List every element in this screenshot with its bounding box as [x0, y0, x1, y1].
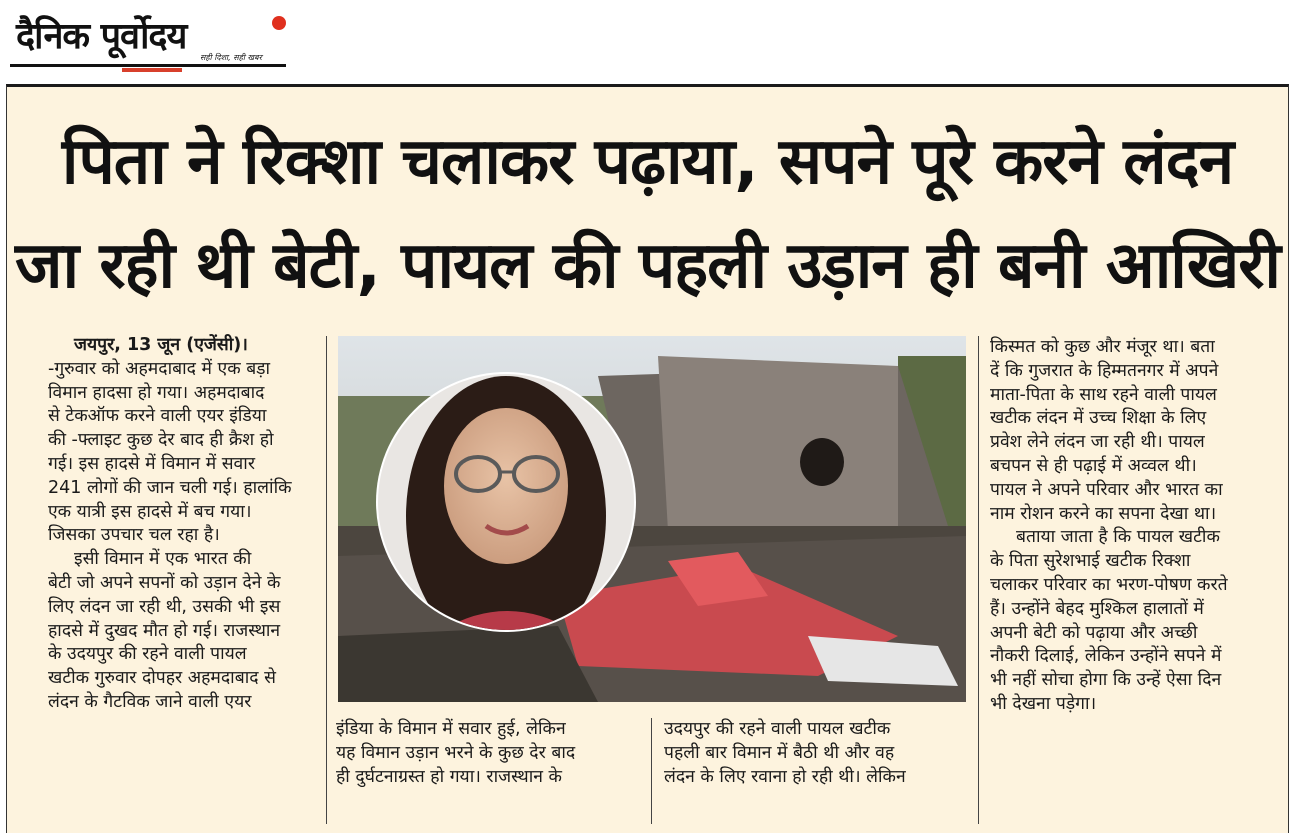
masthead-tagline: सही दिशा, सही खबर [200, 53, 262, 62]
text-line: यह विमान उड़ान भरने के कुछ देर बाद [336, 742, 576, 763]
article-column-4 [990, 336, 1280, 717]
text-line: पायल ने अपने परिवार और भारत का [990, 479, 1223, 500]
text-line: ही दुर्घटनाग्रस्त हो गया। राजस्थान के [336, 766, 562, 787]
text-line: खटीक लंदन में उच्च शिक्षा के लिए [990, 408, 1207, 429]
text-line: प्रवेश लेने लंदन जा रही थी। पायल [990, 432, 1205, 453]
text-line: माता-पिता के साथ रहने वाली पायल [990, 384, 1217, 405]
column-divider [978, 336, 979, 824]
dateline: जयपुर, 13 जून (एजेंसी)। [74, 335, 248, 355]
text-line: इंडिया के विमान में सवार हुई, लेकिन [336, 719, 566, 739]
headline-line-1: पिता ने रिक्शा चलाकर पढ़ाया, सपने पूरे करने लंदन [61, 125, 1234, 199]
headline-line-2: जा रही थी बेटी, पायल की पहली उड़ान ही बनी आखिरी [15, 229, 1280, 303]
text-line: हैं। उन्होंने बेहद मुश्किल हालातों में [990, 598, 1204, 619]
text-line: एक यात्री इस हादसे में बच गया। [48, 501, 252, 522]
text-line: लिए लंदन जा रही थी, उसकी भी इस [48, 596, 281, 617]
masthead [10, 6, 290, 76]
text-line: की -फ्लाइट कुछ देर बाद ही क्रैश हो [48, 430, 274, 451]
text-line: चलाकर परिवार का भरण-पोषण करते [990, 574, 1228, 595]
text-line: हादसे में दुखद मौत हो गई। राजस्थान [48, 620, 281, 641]
article-column-3 [664, 718, 968, 789]
crash-site-photo [338, 336, 966, 702]
column-divider [326, 336, 327, 824]
text-line: नौकरी दिलाई, लेकिन उन्होंने सपने में [990, 646, 1222, 667]
text-line: भी देखना पड़ेगा। [990, 693, 1097, 714]
text-line: लंदन के लिए रवाना हो रही थी। लेकिन [664, 766, 906, 787]
text-line: खटीक गुरुवार दोपहर अहमदाबाद से [48, 668, 276, 689]
text-line: बताया जाता है कि पायल खटीक [1016, 527, 1220, 548]
article-column-2 [336, 718, 641, 789]
text-line: किस्मत को कुछ और मंजूर था। बता [990, 337, 1215, 357]
text-line: दें कि गुजरात के हिम्मतनगर में अपने [990, 360, 1219, 381]
text-line: बचपन से ही पढ़ाई में अव्वल थी। [990, 455, 1197, 476]
text-line: लंदन के गैटविक जाने वाली एयर [48, 691, 252, 712]
photo-illustration [338, 336, 966, 702]
text-line: उदयपुर की रहने वाली पायल खटीक [664, 719, 891, 739]
masthead-accent-bar [122, 68, 182, 72]
article-column-1 [48, 334, 318, 715]
text-line: के उदयपुर की रहने वाली पायल [48, 644, 247, 665]
text-line: से टेकऑफ करने वाली एयर इंडिया [48, 406, 267, 427]
text-line: पहली बार विमान में बैठी थी और वह [664, 742, 895, 763]
text-line: गई। इस हादसे में विमान में सवार [48, 453, 255, 474]
text-line: जिसका उपचार चल रहा है। [48, 525, 220, 546]
text-line: भी नहीं सोचा होगा कि उन्हें ऐसा दिन [990, 670, 1222, 691]
newspaper-logo: दैनिक पूर्वोदय [16, 16, 187, 57]
text-line: विमान हादसा हो गया। अहमदाबाद [48, 382, 265, 403]
paragraph-1 [48, 358, 318, 548]
text-line: -गुरुवार को अहमदाबाद में एक बड़ा [48, 358, 271, 379]
logo-dot [272, 16, 286, 30]
text-line: नाम रोशन करने का सपना देखा था। [990, 503, 1217, 524]
paragraph-3 [990, 336, 1280, 526]
text-line: इसी विमान में एक भारत की [74, 549, 252, 570]
text-line: के पिता सुरेशभाई खटीक रिक्शा [990, 551, 1191, 572]
masthead-rule [10, 64, 286, 67]
text-line: बेटी जो अपने सपनों को उड़ान देने के [48, 572, 281, 593]
column-divider [651, 718, 652, 824]
paragraph-2 [48, 548, 318, 715]
text-line: अपनी बेटी को पढ़ाया और अच्छी [990, 622, 1198, 643]
paragraph-4 [990, 526, 1280, 716]
text-line: 241 लोगों की जान चली गई। हालांकि [48, 477, 292, 498]
